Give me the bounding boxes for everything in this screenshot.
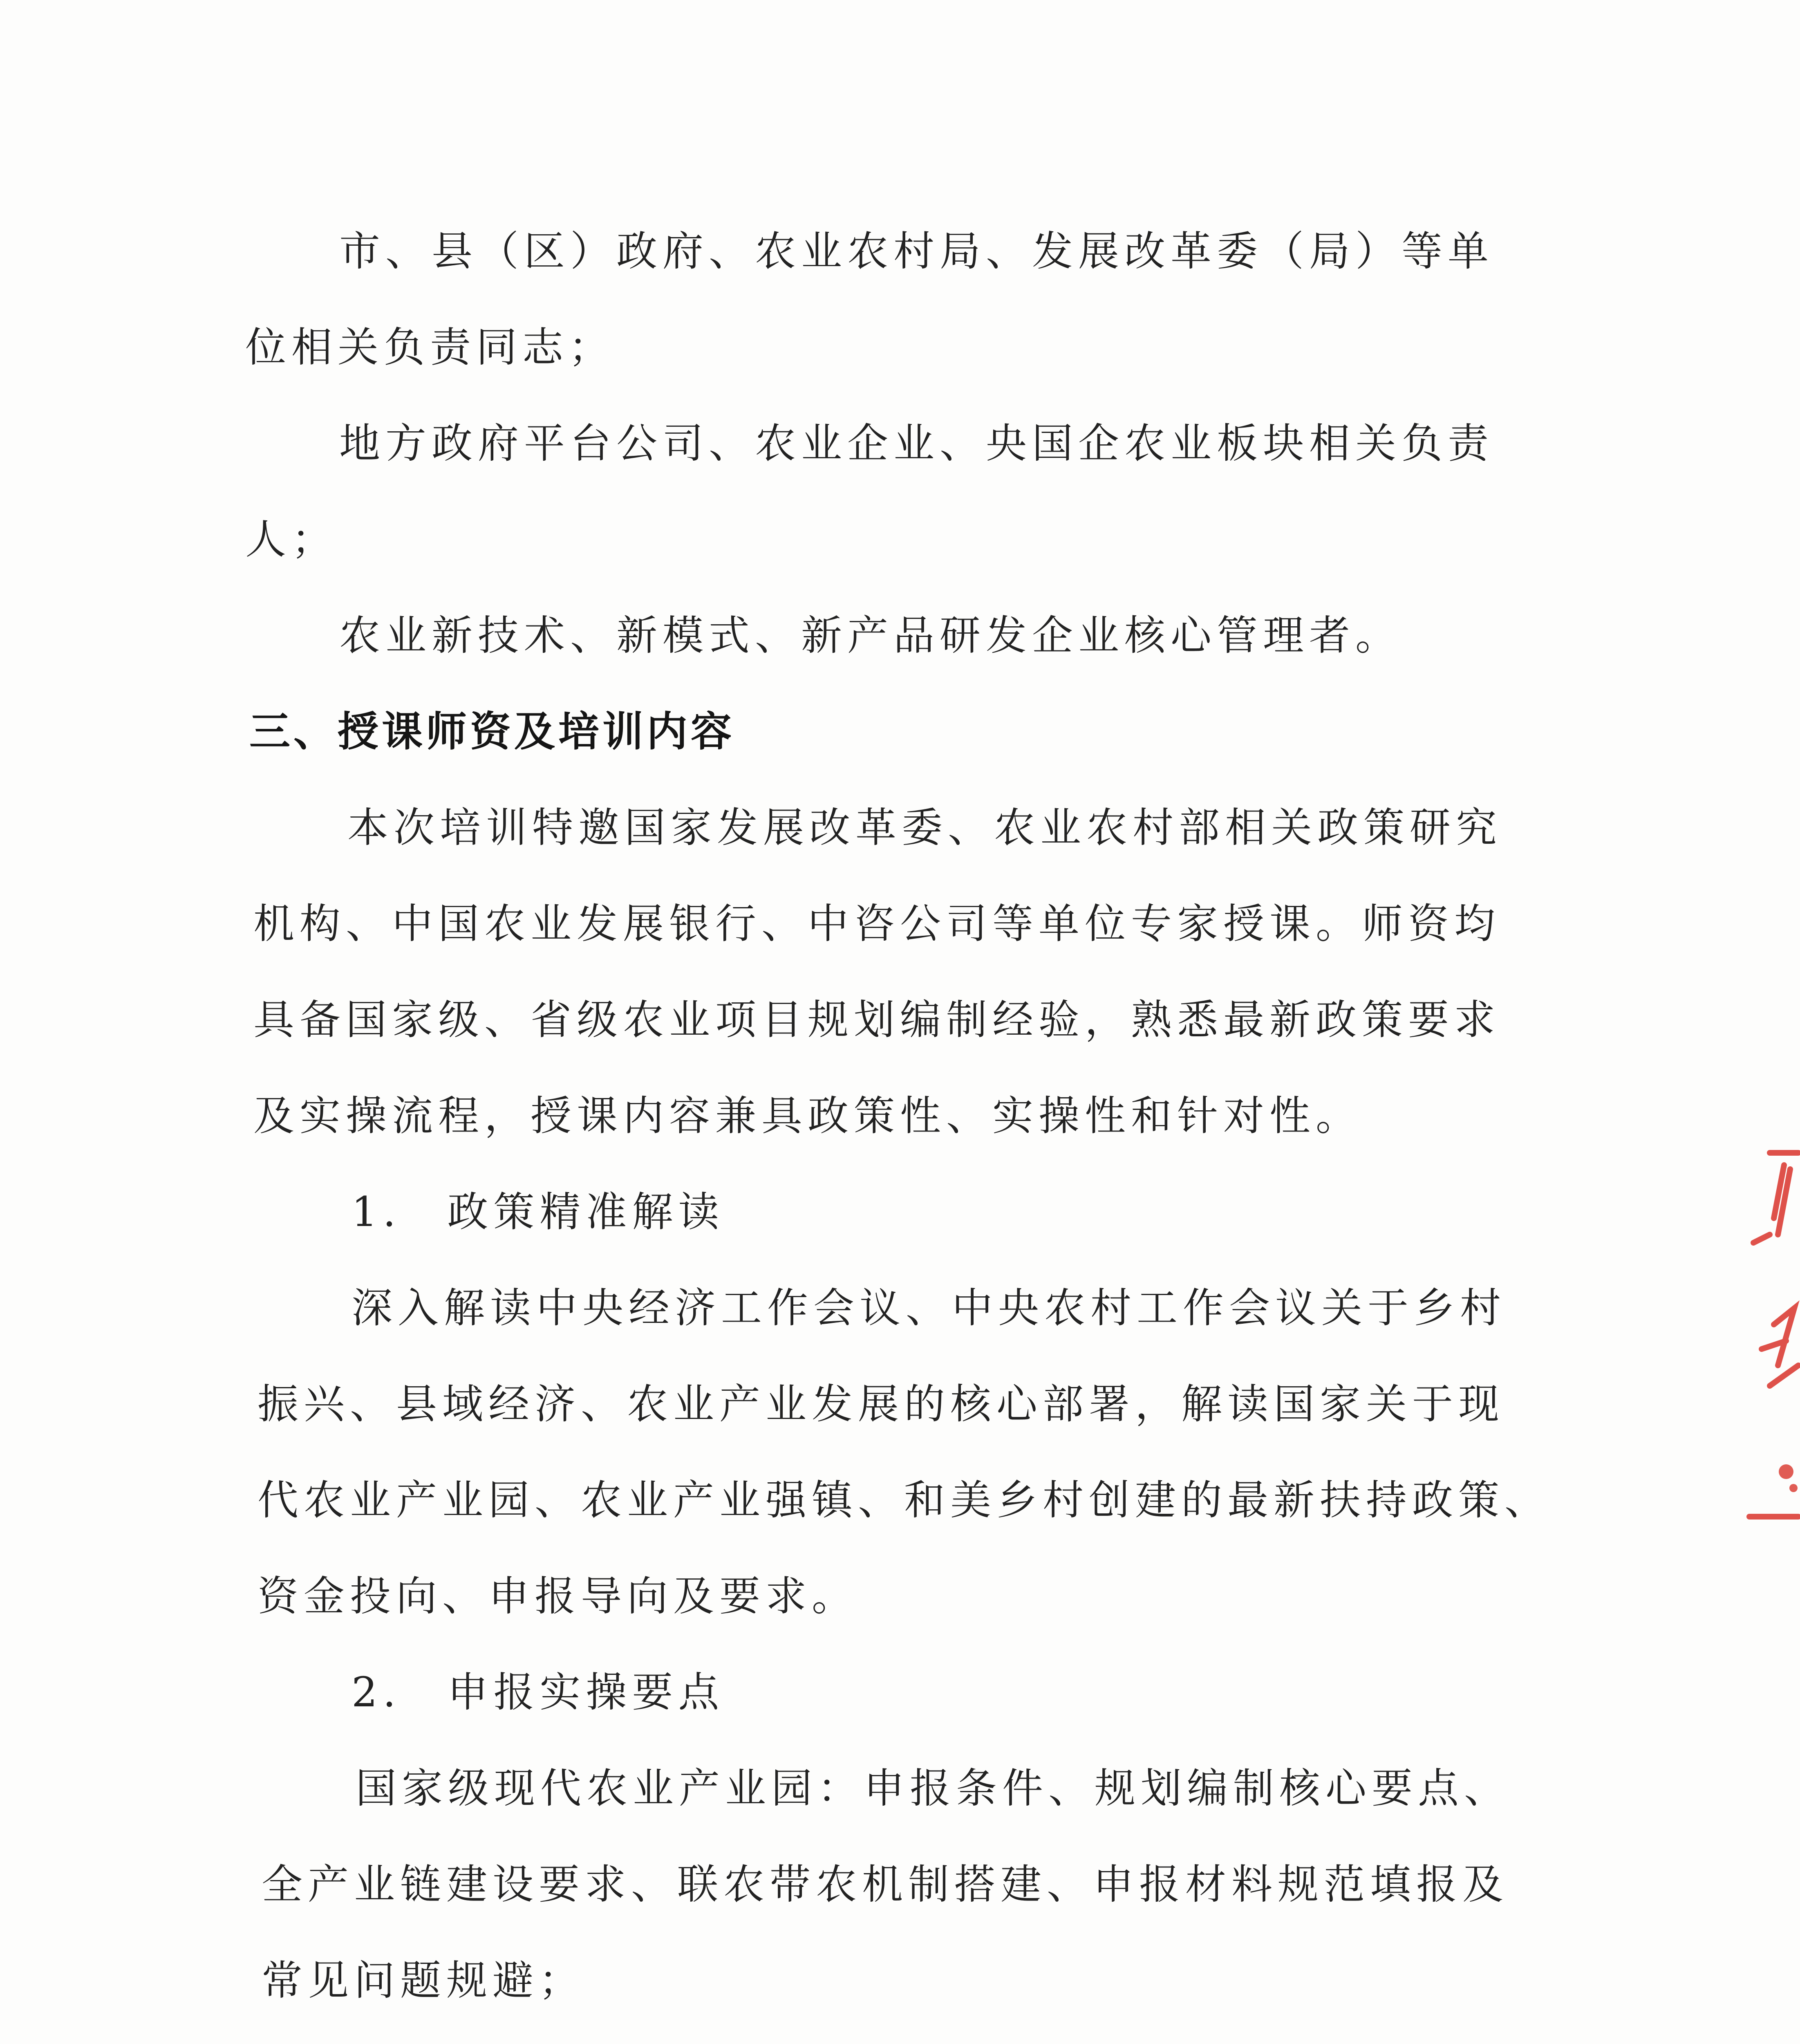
section-heading: 三、授课师资及培训内容 xyxy=(249,708,735,755)
text-line: 机构、中国农业发展银行、中咨公司等单位专家授课。师资均 xyxy=(253,900,1500,948)
text-line: 具备国家级、省级农业项目规划编制经验，熟悉最新政策要求 xyxy=(253,996,1500,1044)
text-line: 国家级现代农业产业园：申报条件、规划编制核心要点、 xyxy=(356,1764,1510,1812)
subsection-heading: 2. 申报实操要点 xyxy=(351,1668,725,1716)
text-line: 常见问题规避； xyxy=(262,1957,585,2004)
text-line: 市、县（区）政府、农业农村局、发展改革委（局）等单 xyxy=(339,227,1494,275)
text-line: 人； xyxy=(245,515,338,563)
text-line: 农业新技术、新模式、新产品研发企业核心管理者。 xyxy=(339,612,1401,659)
seal-stamp-fragment xyxy=(1745,1136,1800,1529)
text-line: 深入解读中央经济工作会议、中央农村工作会议关于乡村 xyxy=(351,1284,1506,1332)
text-line: 振兴、县域经济、农业产业发展的核心部署，解读国家关于现 xyxy=(257,1380,1504,1428)
text-line: 资金投向、申报导向及要求。 xyxy=(257,1572,858,1620)
text-line: 地方政府平台公司、农业企业、央国企农业板块相关负责 xyxy=(339,419,1494,467)
subsection-heading: 1. 政策精准解读 xyxy=(351,1188,725,1236)
seal-stamp-icon xyxy=(1745,1136,1800,1529)
text-line: 全产业链建设要求、联农带农机制搭建、申报材料规范填报及 xyxy=(262,1860,1509,1908)
text-line: 及实操流程，授课内容兼具政策性、实操性和针对性。 xyxy=(253,1092,1362,1140)
text-line: 本次培训特邀国家发展改革委、农业农村部相关政策研究 xyxy=(347,804,1502,852)
text-line: 代农业产业园、农业产业强镇、和美乡村创建的最新扶持政策、 xyxy=(257,1476,1551,1524)
text-line: 位相关负责同志； xyxy=(245,323,615,371)
